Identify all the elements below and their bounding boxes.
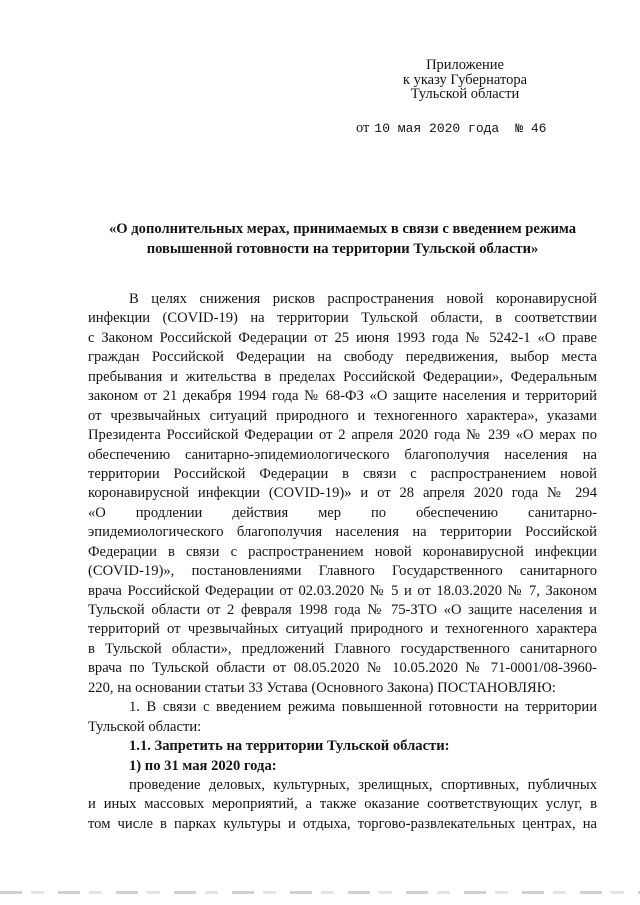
body-line: 1.1. Запретить на территории Тульской области: bbox=[129, 738, 450, 755]
body-line: Тульской области: bbox=[88, 718, 202, 735]
annex-label: Приложение bbox=[426, 57, 504, 73]
decree-date: 10 мая 2020 года bbox=[374, 121, 500, 136]
body-line: пребывания и жительства в пределах Российской Федерации», Федеральным bbox=[88, 368, 597, 385]
body-line: 220, на основании статьи 33 Устава (Основного Закона) ПОСТАНОВЛЯЮ: bbox=[88, 679, 556, 696]
paragraph bbox=[88, 290, 597, 698]
paragraph bbox=[88, 776, 597, 834]
body-line: с Законом Российской Федерации от 25 июня 1993 года № 5242-1 «О праве bbox=[88, 329, 597, 346]
body-line: инфекции (COVID-19) на территории Тульской области, в соответствии bbox=[88, 310, 597, 327]
annex-header bbox=[390, 58, 540, 102]
annex-decree-ref: к указу Губернатора bbox=[402, 71, 528, 88]
decree-number: № 46 bbox=[515, 121, 547, 136]
clause-heading bbox=[88, 757, 597, 776]
title-line: повышенной готовности на территории Тульской области» bbox=[146, 241, 539, 257]
document-title bbox=[88, 219, 597, 259]
body-line: Президента Российской Федерации от 2 апреля 2020 года № 239 «О мерах по bbox=[88, 427, 597, 444]
body-line: 1. В связи с введением режима повышенной готовности на территории bbox=[129, 699, 597, 716]
body-line: врача по Тульской области от 08.05.2020 № 10.05.2020 № 71-0001/08-3960- bbox=[88, 660, 597, 677]
body-line: обеспечению санитарно-эпидемиологического благополучия населения на bbox=[88, 446, 597, 463]
body-line: врача Российской Федерации от 02.03.2020 № 5 и от 18.03.2020 № 7, Законом bbox=[88, 582, 597, 599]
body-line: (COVID-19)», постановлениями Главного Государственного санитарного bbox=[88, 563, 597, 580]
decree-date-line bbox=[356, 120, 546, 136]
body-line: В целях снижения рисков распространения новой коронавирусной bbox=[129, 291, 597, 307]
body-line: коронавирусной инфекции (COVID-19)» и от 28 апреля 2020 года № 294 bbox=[88, 485, 597, 502]
annex-region: Тульской области bbox=[410, 86, 520, 103]
body-line: том числе в парках культуры и отдыха, торгово-развлекательных центрах, на bbox=[88, 815, 597, 832]
body-line: «О продлении действия мер по обеспечению санитарно- bbox=[88, 504, 597, 521]
document-body bbox=[88, 290, 597, 834]
body-line: Федерации в связи с распространением новой коронавирусной инфекции bbox=[88, 543, 597, 560]
body-line: от чрезвычайных ситуаций природного и техногенного характера», указами bbox=[88, 407, 597, 424]
body-line: в Тульской области», предложений Главного государственного санитарного bbox=[88, 640, 597, 657]
title-line: «О дополнительных мерах, принимаемых в связи с введением режима bbox=[108, 221, 576, 237]
scan-artifact bbox=[0, 891, 640, 894]
clause-heading bbox=[88, 737, 597, 756]
body-line: территорий от чрезвычайных ситуаций природного и техногенного характера bbox=[88, 621, 597, 638]
body-line: Тульской области от 2 февраля 1998 года № 75-ЗТО «О защите населения и bbox=[88, 602, 597, 618]
body-line: эпидемиологического благополучия населения на территории Российской bbox=[88, 524, 597, 541]
date-prefix: от bbox=[356, 120, 370, 136]
paragraph bbox=[88, 698, 597, 737]
body-line: законом от 21 декабря 1994 года № 68-ФЗ «О защите населения и территорий bbox=[88, 388, 597, 405]
body-line: и иных массовых мероприятий, а также оказание соответствующих услуг, в bbox=[88, 796, 597, 813]
body-line: проведение деловых, культурных, зрелищных, спортивных, публичных bbox=[129, 776, 597, 793]
body-line: 1) по 31 мая 2020 года: bbox=[129, 757, 277, 774]
body-line: граждан Российской Федерации на свободу передвижения, выбор места bbox=[88, 349, 597, 366]
body-line: территории Российской Федерации в связи с распространением новой bbox=[88, 465, 597, 482]
